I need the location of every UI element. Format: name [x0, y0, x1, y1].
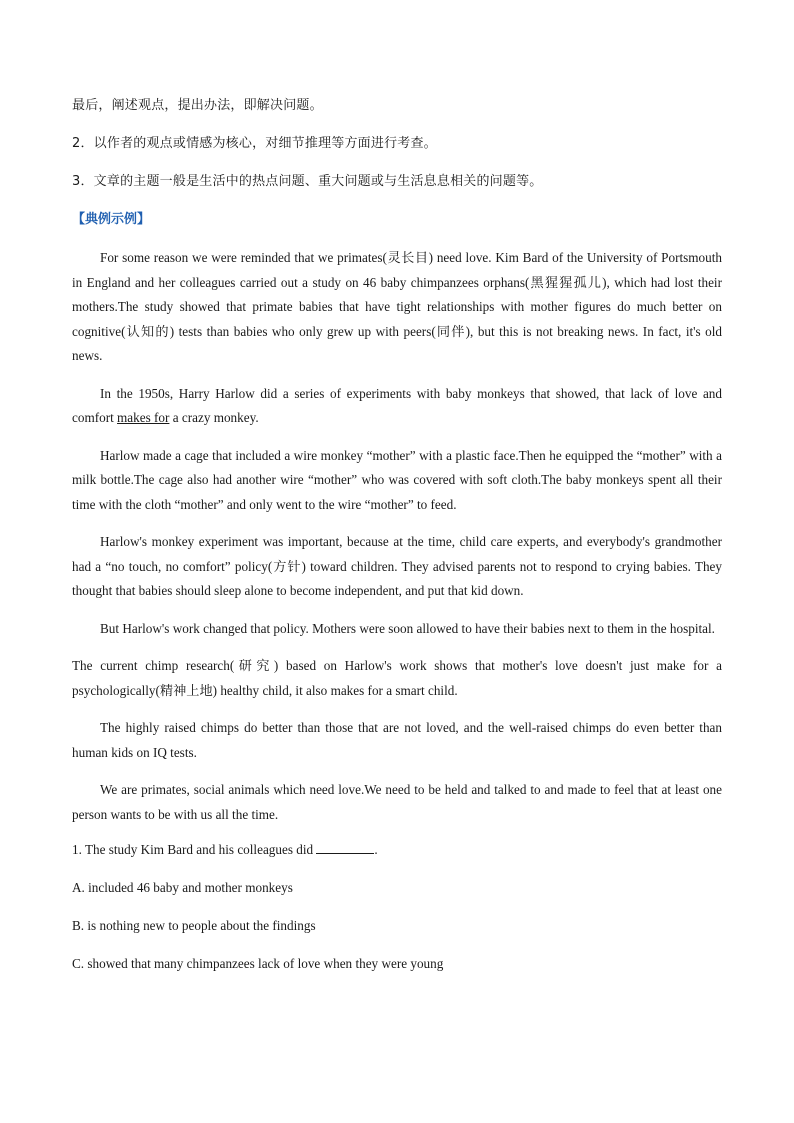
passage-paragraph-5: But Harlow's work changed that policy. Mothers were soon allowed to have their babies next to them in the hospital.: [100, 620, 715, 636]
intro-line-1: 最后，阐述观点，提出办法，即解决问题。: [72, 98, 323, 113]
option-a: A. included 46 baby and mother monkeys: [72, 880, 293, 895]
passage-paragraph-2: [72, 382, 722, 431]
answer-blank: [316, 841, 374, 854]
passage-paragraph-1: For some reason we were reminded that we primates(灵长目) need love. Kim Bard of the University of Portsmouth in England and her colleagues carried out a study on 46 baby chimpanzees orphans(黑猩猩孤儿), which had lost their mothers.The study showed that primate babies that have tight relationships with mother figures do much better on cognitive(认知的) tests than babies who only grew up with peers(同伴), but this is not breaking news. In fact, it's old news.: [72, 250, 722, 363]
option-b: B. is nothing new to people about the findings: [72, 918, 316, 933]
passage-paragraph-8: We are primates, social animals which need love.We need to be held and talked to and made to feel that at least one person wants to be with us all the time.: [72, 782, 722, 822]
option-c: C. showed that many chimpanzees lack of love when they were young: [72, 956, 444, 971]
underlined-phrase: makes for: [117, 410, 170, 425]
passage-paragraph-3: Harlow made a cage that included a wire monkey “mother” with a plastic face.Then he equipped the “mother” with a milk bottle.The cage also had another wire “mother” who was covered with soft cloth.The baby monkeys spent all their time with the cloth “mother” and only went to the wire “mother” to feed.: [72, 447, 722, 512]
question-stem-text: 1. The study Kim Bard and his colleagues did: [72, 842, 317, 857]
passage-paragraph-6: The current chimp research(研究) based on Harlow's work shows that mother's love doesn't just make for a psychologically(精神上地) healthy child, it also makes for a smart child.: [72, 658, 722, 698]
paragraph-2-text-start: In the 1950s, Harry Harlow did a series of experiments with baby monkeys that showed, that lack of love and comfort: [72, 385, 722, 425]
question-stem: [72, 840, 722, 860]
intro-line-2: 2．以作者的观点或情感为核心，对细节推理等方面进行考查。: [72, 136, 437, 151]
passage-paragraph-4: Harlow's monkey experiment was important, because at the time, child care experts, and everybody's grandmother had a “no touch, no comfort” policy(方针) toward children. They advised parents not to respond to crying babies. They thought that babies should sleep alone to become independent, and put that kid down.: [72, 534, 722, 598]
intro-line-3: 3．文章的主题一般是生活中的热点问题、重大问题或与生活息息相关的问题等。: [72, 174, 543, 189]
document-page: [72, 96, 722, 992]
paragraph-2-text-end: a crazy monkey.: [169, 410, 259, 425]
section-heading: 【典例示例】: [72, 212, 151, 227]
passage-paragraph-7: The highly raised chimps do better than those that are not loved, and the well-raised chimps do even better than human kids on IQ tests.: [72, 720, 722, 760]
question-stem-end: .: [374, 842, 378, 857]
